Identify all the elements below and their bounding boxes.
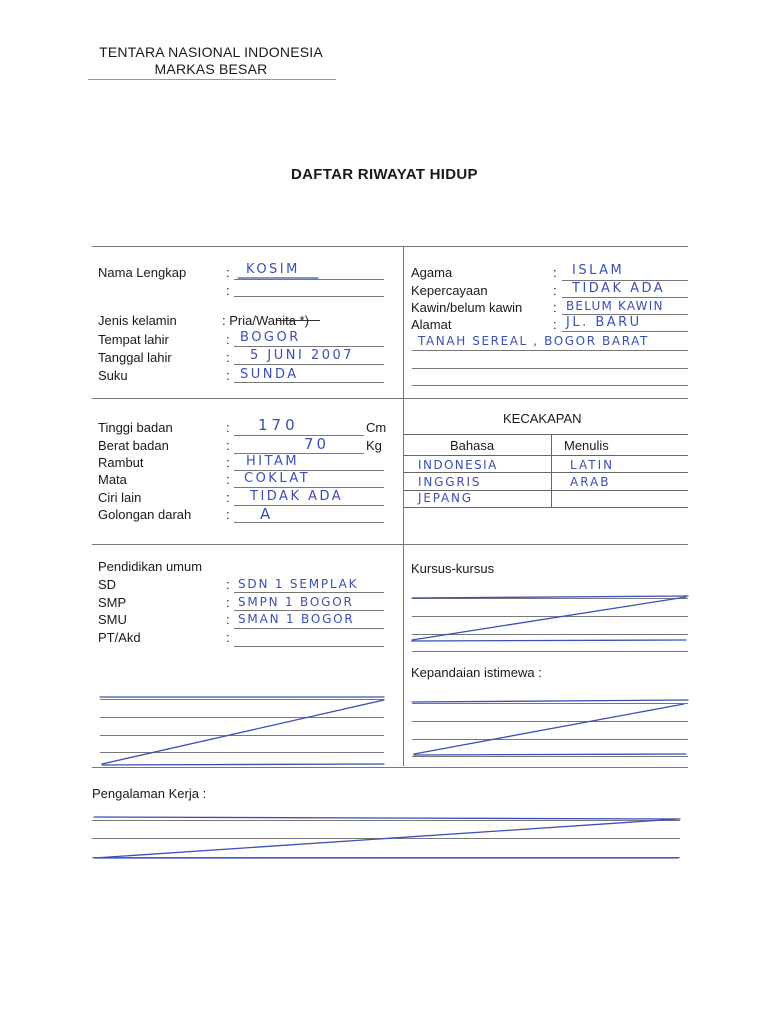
rambut-label: Rambut — [98, 455, 144, 470]
pengalaman-line-1 — [92, 820, 680, 821]
pt-label: PT/Akd — [98, 630, 141, 645]
org-name: TENTARA NASIONAL INDONESIA — [99, 44, 323, 60]
nama-label: Nama Lengkap — [98, 265, 187, 280]
nama-line-2 — [234, 296, 384, 297]
alamat-value: JL. BARU — [566, 315, 642, 330]
document-title: DAFTAR RIWAYAT HIDUP — [291, 166, 478, 183]
kecakapan-row-1-rule — [404, 472, 688, 473]
agama-value: ISLAM — [572, 263, 625, 278]
pt-colon: : — [226, 630, 230, 645]
tanggal-lahir-value: 5 JUNI 2007 — [250, 348, 355, 363]
kursus-line-1 — [412, 598, 688, 599]
tinggi-label: Tinggi badan — [98, 420, 173, 435]
mata-label: Mata — [98, 472, 127, 487]
kecakapan-row-2-menulis: ARAB — [570, 475, 611, 489]
pendidikan-title: Pendidikan umum — [98, 559, 203, 574]
kecakapan-col-menulis: Menulis — [564, 438, 609, 453]
section-rule-1 — [92, 398, 688, 399]
kecakapan-col-divider — [551, 434, 552, 508]
pendidikan-crossout-bottom — [102, 764, 384, 765]
alamat-value-line2: TANAH SEREAL , BOGOR BARAT — [418, 334, 649, 348]
tanggal-lahir-colon: : — [226, 350, 230, 365]
section-rule-2 — [92, 544, 688, 545]
tempat-lahir-line — [234, 346, 384, 347]
golongan-label: Golongan darah — [98, 507, 192, 522]
kepercayaan-value: TIDAK ADA — [572, 281, 666, 296]
ciri-label: Ciri lain — [98, 490, 142, 505]
kursus-line-4 — [412, 651, 688, 652]
smp-colon: : — [226, 595, 230, 610]
pt-line — [234, 646, 384, 647]
nama-line — [234, 279, 384, 280]
berat-value: 70 — [304, 435, 330, 453]
smu-value: SMAN 1 BOGOR — [238, 612, 355, 626]
ciri-colon: : — [226, 490, 230, 505]
kepandaian-crossout-bottom — [414, 754, 686, 755]
kursus-line-3 — [412, 634, 688, 635]
suku-value: SUNDA — [240, 367, 299, 382]
sd-value: SDN 1 SEMPLAK — [238, 577, 359, 591]
tanggal-lahir-label: Tanggal lahir — [98, 350, 172, 365]
smp-label: SMP — [98, 595, 127, 610]
kawin-label: Kawin/belum kawin — [411, 300, 523, 315]
alamat-line — [562, 331, 688, 332]
kecakapan-row-1-menulis: LATIN — [570, 458, 615, 472]
kepandaian-line-1 — [412, 703, 688, 704]
kawin-value: BELUM KAWIN — [566, 299, 664, 313]
suku-line — [234, 382, 384, 383]
pendidikan-extra-line-1 — [100, 699, 384, 700]
header-underline — [88, 79, 336, 80]
kepercayaan-colon: : — [553, 283, 557, 298]
form-center-divider — [403, 246, 404, 766]
agama-label: Agama — [411, 265, 453, 280]
kawin-colon: : — [553, 300, 557, 315]
pendidikan-extra-line-4 — [100, 752, 384, 753]
golongan-line — [234, 522, 384, 523]
alamat-label: Alamat — [411, 317, 452, 332]
sd-line — [234, 592, 384, 593]
tanggal-lahir-line — [234, 364, 384, 365]
alamat-colon: : — [553, 317, 557, 332]
berat-label: Berat badan — [98, 438, 169, 453]
pengalaman-crossout-top — [94, 817, 680, 819]
section-rule-3 — [92, 767, 688, 768]
agama-colon: : — [553, 265, 557, 280]
kecakapan-table-top — [404, 434, 688, 435]
sd-colon: : — [226, 577, 230, 592]
tinggi-value: 170 — [258, 416, 299, 434]
kecakapan-header-rule — [404, 455, 688, 456]
mata-line — [234, 487, 384, 488]
alamat-line-2 — [412, 350, 688, 351]
kursus-line-2 — [412, 616, 688, 617]
org-unit: MARKAS BESAR — [154, 61, 268, 77]
form-top-rule — [92, 246, 688, 247]
wanita-strikethrough — [276, 320, 320, 321]
tinggi-line — [234, 435, 364, 436]
kecakapan-title: KECAKAPAN — [503, 411, 582, 426]
kursus-title: Kursus-kursus — [411, 561, 495, 576]
pengalaman-line-2 — [92, 838, 680, 839]
kursus-crossout-bottom — [412, 640, 686, 641]
rambut-colon: : — [226, 455, 230, 470]
rambut-value: HITAM — [246, 454, 300, 469]
pengalaman-title: Pengalaman Kerja : — [92, 786, 207, 801]
kepandaian-line-3 — [412, 739, 688, 740]
kecakapan-row-3-bahasa: JEPANG — [418, 491, 473, 505]
nama-colon: : — [226, 265, 230, 280]
berat-unit: Kg — [366, 438, 382, 453]
kepandaian-crossout-diagonal — [414, 704, 684, 754]
suku-colon: : — [226, 368, 230, 383]
smu-line — [234, 628, 384, 629]
smu-label: SMU — [98, 612, 127, 627]
tinggi-unit: Cm — [366, 420, 387, 435]
kecakapan-col-bahasa: Bahasa — [450, 438, 495, 453]
berat-colon: : — [226, 438, 230, 453]
pendidikan-extra-line-2 — [100, 717, 384, 718]
alamat-line-4 — [412, 385, 688, 386]
jenis-kelamin-label: Jenis kelamin — [98, 313, 177, 328]
tempat-lahir-value: BOGOR — [240, 330, 301, 345]
kecakapan-row-2-bahasa: INGGRIS — [418, 475, 482, 489]
nama-value: KOSIM — [246, 262, 300, 277]
tempat-lahir-colon: : — [226, 332, 230, 347]
ciri-value: TIDAK ADA — [250, 489, 344, 504]
smu-colon: : — [226, 612, 230, 627]
mata-colon: : — [226, 472, 230, 487]
nama-colon-2: : — [226, 283, 230, 298]
ciri-line — [234, 505, 384, 506]
golongan-value: A — [260, 505, 273, 523]
kepandaian-title: Kepandaian istimewa : — [411, 665, 542, 680]
kecakapan-row-3-rule — [404, 507, 688, 508]
kecakapan-row-1-bahasa: INDONESIA — [418, 458, 498, 472]
jenis-kelamin-value: : Pria/Wanita *) — [222, 313, 309, 328]
tinggi-colon: : — [226, 420, 230, 435]
kepandaian-line-4 — [412, 756, 688, 757]
suku-label: Suku — [98, 368, 128, 383]
smp-value: SMPN 1 BOGOR — [238, 595, 354, 609]
alamat-line-3 — [412, 368, 688, 369]
sd-label: SD — [98, 577, 117, 592]
pendidikan-crossout-diagonal — [102, 700, 384, 764]
golongan-colon: : — [226, 507, 230, 522]
pendidikan-extra-line-3 — [100, 735, 384, 736]
pengalaman-line-3 — [92, 857, 680, 858]
kepandaian-line-2 — [412, 721, 688, 722]
kepandaian-crossout-top — [412, 700, 688, 702]
kepercayaan-label: Kepercayaan — [411, 283, 488, 298]
mata-value: COKLAT — [244, 471, 311, 486]
tempat-lahir-label: Tempat lahir — [98, 332, 169, 347]
